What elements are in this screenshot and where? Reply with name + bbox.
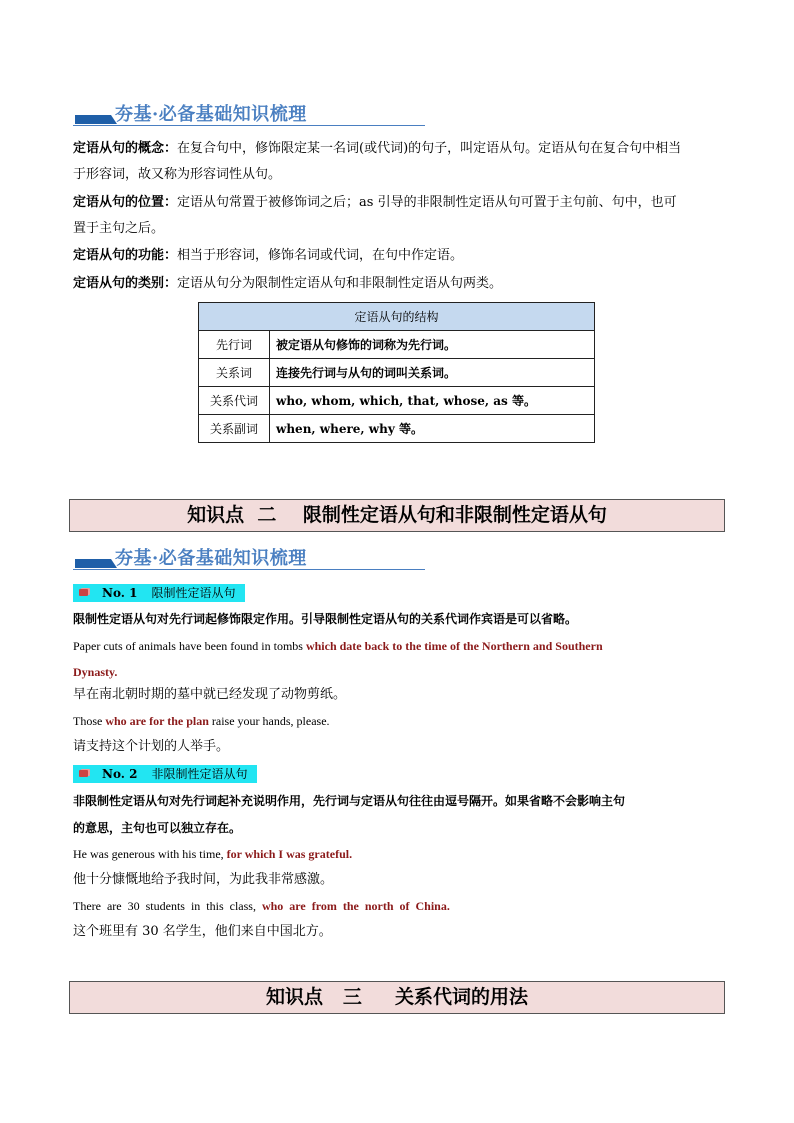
- no1-ex1-translation: 早在南北朝时期的墓中就已经发现了动物剪纸。: [73, 687, 347, 702]
- no1-rule: [73, 606, 725, 633]
- no1-ex2-translation: 请支持这个计划的人举手。: [73, 739, 230, 754]
- knowledge-point-2-title: 知识点 二 限制性定语从句和非限制性定语从句: [69, 499, 725, 532]
- banner-title: 夯基·必备基础知识梳理: [115, 104, 307, 125]
- structure-table-header: 定语从句的结构: [199, 303, 595, 331]
- type-label: 定语从句的类别：: [73, 276, 178, 291]
- no2-ex2-translation: 这个班里有 30 名学生，他们来自中国北方。: [73, 924, 332, 939]
- no1-ex2-highlight: who are for the plan: [105, 714, 209, 728]
- position-text-2: 置于主句之后。: [73, 221, 165, 236]
- position-text-1: 定语从句常置于被修饰词之后；as 引导的非限制性定语从句可置于主句前、句中，也可: [177, 195, 677, 210]
- section-banner-2: [73, 544, 425, 574]
- concept-text-2: 于形容词，故又称为形容词性从句。: [73, 167, 282, 182]
- no1-ex1-highlight-2: Dynasty.: [73, 665, 118, 679]
- table-desc: 连接先行词与从句的词叫关系词。: [270, 359, 595, 387]
- structure-table: [198, 302, 595, 443]
- no2-rule-text-1: 非限制性定语从句对先行词起补充说明作用，先行词与定语从句往往由逗号隔开。如果省略不会影响主句: [73, 794, 626, 808]
- function-label: 定语从句的功能：: [73, 248, 178, 263]
- concept-text-1: 在复合句中，修饰限定某一名词(或代词)的句子，叫定语从句。定语从句在复合句中相当: [177, 141, 682, 156]
- banner-bar-icon: [75, 115, 111, 124]
- table-row: [199, 387, 595, 415]
- no1-ex1-plain: Paper cuts of animals have been found in tombs: [73, 639, 306, 653]
- no1-rule-text: 限制性定语从句对先行词起修饰限定作用。引导限制性定语从句的关系代词作宾语是可以省略。: [73, 612, 578, 626]
- no2-ex1-translation: 他十分慷慨地给予我时间，为此我非常感激。: [73, 872, 334, 887]
- no1-label: 限制性定语从句: [151, 586, 236, 600]
- no1-ex1-highlight-1: which date back to the time of the Northern and Southern: [305, 639, 603, 653]
- no2-rule: [73, 788, 725, 842]
- banner-underline: [73, 569, 425, 570]
- table-desc: who, whom, which, that, whose, as 等。: [270, 387, 595, 415]
- no2-ex2-plain: There are 30 students in this class,: [73, 899, 262, 913]
- no1-number: No. 1: [102, 586, 138, 600]
- banner-bar-icon: [75, 559, 111, 568]
- knowledge-point-3-title: 知识点 三 关系代词的用法: [69, 981, 725, 1014]
- type-paragraph: [73, 271, 725, 297]
- table-row: [199, 415, 595, 443]
- position-label: 定语从句的位置：: [73, 195, 178, 210]
- no2-number: No. 2: [102, 767, 138, 781]
- book-icon: [79, 589, 88, 596]
- table-desc: 被定语从句修饰的词称为先行词。: [270, 331, 595, 359]
- no2-example-2: [73, 893, 725, 919]
- no2-tag: [73, 765, 257, 783]
- no1-ex2-plain-2: raise your hands, please.: [208, 714, 330, 728]
- table-row: [199, 331, 595, 359]
- banner-underline: [73, 125, 425, 126]
- no2-ex1-highlight: for which I was grateful.: [226, 847, 353, 861]
- banner-title: 夯基·必备基础知识梳理: [115, 548, 307, 569]
- no2-ex1-plain: He was generous with his time,: [73, 847, 227, 861]
- section-banner-1: [73, 100, 425, 130]
- no1-example-2: [73, 708, 725, 734]
- table-desc: when, where, why 等。: [270, 415, 595, 443]
- no1-tag: [73, 584, 245, 602]
- concept-label: 定语从句的概念：: [73, 141, 178, 156]
- table-term: 先行词: [199, 331, 270, 359]
- book-icon: [79, 770, 88, 777]
- table-term: 关系副词: [199, 415, 270, 443]
- type-text: 定语从句分为限制性定语从句和非限制性定语从句两类。: [177, 276, 503, 291]
- concept-paragraph: [73, 136, 725, 188]
- table-term: 关系词: [199, 359, 270, 387]
- table-row: [199, 359, 595, 387]
- no2-rule-text-2: 的意思，主句也可以独立存在。: [73, 821, 242, 835]
- function-paragraph: [73, 243, 725, 269]
- no2-label: 非限制性定语从句: [151, 767, 248, 781]
- table-term: 关系代词: [199, 387, 270, 415]
- function-text: 相当于形容词，修饰名词或代词，在句中作定语。: [177, 248, 464, 263]
- no2-example-1: [73, 841, 725, 867]
- position-paragraph: [73, 190, 725, 242]
- no1-ex2-plain-1: Those: [73, 714, 106, 728]
- no1-example-1: [73, 633, 725, 685]
- no2-ex2-highlight: who are from the north of China.: [261, 899, 450, 913]
